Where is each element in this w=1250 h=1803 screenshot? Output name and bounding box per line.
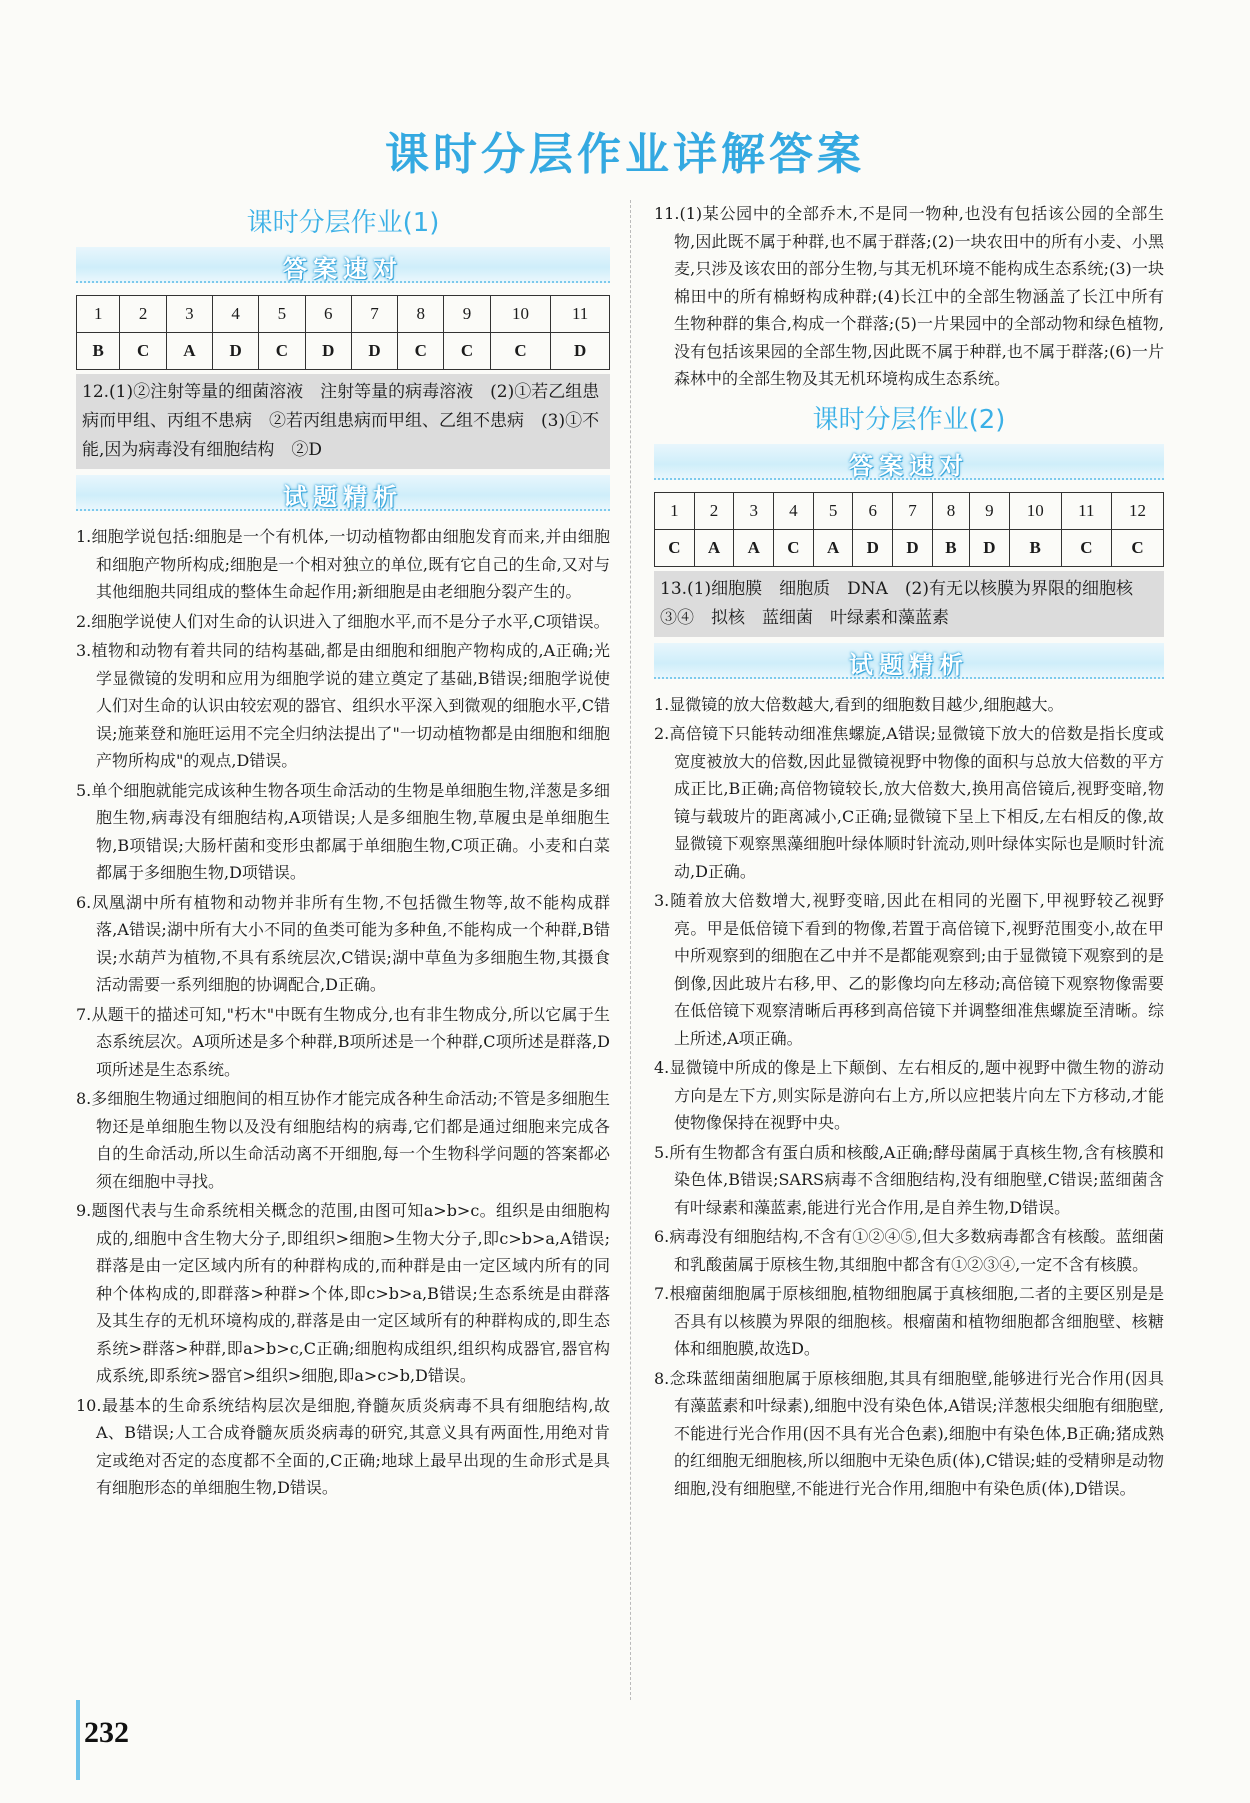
answer-cell: 2 — [120, 296, 166, 333]
answer-cell: 11 — [551, 296, 610, 333]
answer-cell: B — [1009, 529, 1061, 566]
section2-answer-table — [654, 492, 1164, 567]
answer-cell: D — [305, 333, 351, 370]
answer-cell: 2 — [694, 492, 734, 529]
answer-cell: A — [734, 529, 774, 566]
answer-cell: C — [120, 333, 166, 370]
answer-cell: C — [490, 333, 551, 370]
explanation-item: 2.细胞学说使人们对生命的认识进入了细胞水平,而不是分子水平,C项错误。 — [76, 611, 610, 631]
answer-cell: B — [932, 529, 969, 566]
answer-cell: 4 — [213, 296, 259, 333]
page-number-bar — [76, 1700, 80, 1780]
answer-cell: 10 — [1009, 492, 1061, 529]
section2-explanations — [654, 691, 1164, 1503]
answer-cell: 9 — [970, 492, 1010, 529]
explanation-item: 2.高倍镜下只能转动细准焦螺旋,A错误;显微镜下放大的倍数是指长度或宽度被放大的倍数,因此显微镜视野中物像的面积与总放大倍数的平方成正比,B正确;高倍物镜较长,放大倍数大,换用高倍镜后,视野变暗,物镜与载玻片的距离减小,C正确;显微镜下呈上下相反,左右相反的像,故显微镜下观察黑藻细胞叶绿体顺时针流动,则叶绿体实际也是顺时针流动,D正确。 — [654, 724, 1164, 881]
answer-cell: 1 — [77, 296, 120, 333]
answer-cell: 6 — [305, 296, 351, 333]
answer-cell: D — [893, 529, 933, 566]
section1-explanations — [76, 523, 610, 1502]
answer-cell: 5 — [813, 492, 853, 529]
answer-cell: 11 — [1061, 492, 1111, 529]
answer-letter-row — [655, 529, 1164, 566]
answer-cell: C — [1061, 529, 1111, 566]
explanation-item: 10.最基本的生命系统结构层次是细胞,脊髓灰质炎病毒不具有细胞结构,故A、B错误;人工合成脊髓灰质炎病毒的研究,其意义具有两面性,用绝对肯定或绝对否定的态度都不全面的,C正确;地球上最早出现的生命形式是具有细胞形态的单细胞生物,D错误。 — [76, 1395, 610, 1497]
explanation-item: 8.念珠蓝细菌细胞属于原核细胞,其具有细胞壁,能够进行光合作用(因具有藻蓝素和叶绿素),细胞中没有染色体,A错误;洋葱根尖细胞有细胞壁,不能进行光合作用(因不具有光合色素),细胞中有染色体,B正确;猪成熟的红细胞无细胞核,所以细胞中无染色质(体),C错误;蛙的受精卵是动物细胞,没有细胞壁,不能进行光合作用,细胞中有染色质(体),D错误。 — [654, 1368, 1164, 1498]
answer-letter-row — [77, 333, 610, 370]
answer-cell: D — [853, 529, 893, 566]
explanation-item: 7.根瘤菌细胞属于原核细胞,植物细胞属于真核细胞,二者的主要区别是是否具有以核膜为界限的细胞核。根瘤菌和植物细胞都含细胞壁、核糖体和细胞膜,故选D。 — [654, 1284, 1164, 1358]
section1-title: 课时分层作业(1) — [246, 208, 440, 238]
answer-cell: B — [77, 333, 120, 370]
page-title: 课时分层作业详解答案 — [385, 129, 865, 180]
answer-cell: C — [1112, 529, 1164, 566]
answer-cell: A — [694, 529, 734, 566]
answer-cell: D — [551, 333, 610, 370]
section1-answer-banner-label: 答案速对 — [283, 255, 403, 283]
answer-cell: A — [166, 333, 212, 370]
explanation-item: 1.细胞学说包括:细胞是一个有机体,一切动植物都由细胞发育而来,并由细胞和细胞产物所构成;细胞是一个相对独立的单位,既有它自己的生命,又对与其他细胞共同组成的整体生命起作用;新细胞是由老细胞分裂产生的。 — [76, 527, 610, 601]
column-divider — [630, 200, 631, 1700]
answer-cell: C — [655, 529, 695, 566]
section1-q11-explanation — [654, 200, 1164, 393]
answer-cell: 12 — [1112, 492, 1164, 529]
section2-analysis-banner-label: 试题精析 — [849, 650, 969, 679]
explanation-item: 7.从题干的描述可知,"朽木"中既有生物成分,也有非生物成分,所以它属于生态系统层次。A项所述是多个种群,B项所述是一个种群,C项所述是群落,D项所述是生态系统。 — [76, 1004, 610, 1079]
answer-cell: C — [259, 333, 305, 370]
section1-q12-answer: 12.(1)②注射等量的细菌溶液 注射等量的病毒溶液 (2)①若乙组患病而甲组、丙组不患病 ②若丙组患病而甲组、乙组不患病 (3)①不能,因为病毒没有细胞结构 ②D — [76, 374, 610, 469]
answer-cell: 8 — [398, 296, 444, 333]
explanation-item: 5.所有生物都含有蛋白质和核酸,A正确;酵母菌属于真核生物,含有核膜和染色体,B错误;SARS病毒不含细胞结构,没有细胞壁,C错误;蓝细菌含有叶绿素和藻蓝素,能进行光合作用,是自养生物,D错误。 — [654, 1142, 1164, 1217]
section2-analysis-banner — [654, 643, 1164, 679]
explanation-item: 11.(1)某公园中的全部乔木,不是同一物种,也没有包括该公园的全部生物,因此既不属于种群,也不属于群落;(2)一块农田中的所有小麦、小黑麦,只涉及该农田的部分生物,与其无机环境不能构成生态系统;(3)一块棉田中的所有棉蚜构成种群;(4)长江中的全部生物涵盖了长江中所有生物种群的集合,构成一个群落;(5)一片果园中的全部动物和绿色植物,没有包括该果园的全部生物,因此既不属于种群,也不属于群落;(6)一片森林中的全部生物及其无机环境构成生态系统。 — [654, 204, 1164, 388]
answer-cell: C — [774, 529, 814, 566]
answer-cell: D — [970, 529, 1010, 566]
answer-cell: 5 — [259, 296, 305, 333]
explanation-item: 1.显微镜的放大倍数越大,看到的细胞数目越少,细胞越大。 — [654, 694, 1064, 714]
section2-title: 课时分层作业(2) — [812, 404, 1006, 435]
explanation-item: 3.植物和动物有着共同的结构基础,都是由细胞和细胞产物构成的,A正确;光学显微镜的发明和应用为细胞学说的建立奠定了基础,B错误;细胞学说使人们对生命的认识由较宏观的器官、组织水平深入到微观的细胞水平,C错误;施莱登和施旺运用不完全归纳法提出了"一切动植物都是由细胞和细胞产物所构成"的观点,D错误。 — [76, 641, 610, 770]
answer-cell: 8 — [932, 492, 969, 529]
left-column — [76, 200, 610, 1504]
explanation-item: 3.随着放大倍数增大,视野变暗,因此在相同的光圈下,甲视野较乙视野亮。甲是低倍镜下看到的物像,若置于高倍镜下,视野范围变小,故在甲中所观察到的细胞在乙中并不是都能观察到;由于显微镜下观察到的是倒像,因此玻片右移,甲、乙的影像均向左移动;高倍镜下观察物像需要在低倍镜下观察清晰后再移到高倍镜下并调整细准焦螺旋至清晰。综上所述,A项正确。 — [654, 891, 1164, 1048]
section1-answer-banner — [76, 247, 610, 283]
answer-cell: 3 — [734, 492, 774, 529]
answer-cell: 6 — [853, 492, 893, 529]
answer-cell: 9 — [444, 296, 490, 333]
section1-analysis-banner — [76, 475, 610, 511]
answer-cell: D — [351, 333, 397, 370]
explanation-item: 8.多细胞生物通过细胞间的相互协作才能完成各种生命活动;不管是多细胞生物还是单细胞生物以及没有细胞结构的病毒,它们都是通过细胞来完成各自的生命活动,所以生命活动离不开细胞,每一个生物科学问题的答案都必须在细胞中寻找。 — [76, 1089, 610, 1191]
explanation-item: 6.凤凰湖中所有植物和动物并非所有生物,不包括微生物等,故不能构成群落,A错误;湖中所有大小不同的鱼类可能为多种鱼,不能构成一个种群,B错误;水葫芦为植物,不具有系统层次,C错误;湖中草鱼为多细胞生物,其摄食活动需要一系列细胞的协调配合,D正确。 — [76, 892, 610, 994]
explanation-item: 9.题图代表与生命系统相关概念的范围,由图可知a>b>c。组织是由细胞构成的,细胞中含生物大分子,即组织>细胞>生物大分子,即c>b>a,A错误;群落是由一定区域内所有的种群构成的,而种群是由一定区域内所有的同种个体构成的,即群落>种群>个体,即c>b>a,B错误;生态系统是由群落及其生存的无机环境构成的,群落是由一定区域所有的种群构成的,即生态系统>群落>种群,即a>b>c,C正确;细胞构成组织,组织构成器官,器官构成系统,即系统>器官>组织>细胞,即a>c>b,D错误。 — [76, 1201, 610, 1385]
answer-cell: 10 — [490, 296, 551, 333]
explanation-item: 5.单个细胞就能完成该种生物各项生命活动的生物是单细胞生物,洋葱是多细胞生物,病毒没有细胞结构,A项错误;人是多细胞生物,草履虫是单细胞生物,B项错误;大肠杆菌和变形虫都属于单细胞生物,C项正确。小麦和白菜都属于多细胞生物,D项错误。 — [76, 780, 610, 882]
section2-answer-banner — [654, 444, 1164, 480]
page-number: 232 — [84, 1716, 129, 1749]
section2-q13-answer: 13.(1)细胞膜 细胞质 DNA (2)有无以核膜为界限的细胞核 ③④ 拟核 蓝细菌 叶绿素和藻蓝素 — [654, 571, 1164, 637]
answer-cell: C — [444, 333, 490, 370]
explanation-item: 6.病毒没有细胞结构,不含有①②④⑤,但大多数病毒都含有核酸。蓝细菌和乳酸菌属于原核生物,其细胞中都含有①②③④,一定不含有核膜。 — [654, 1227, 1164, 1274]
section2-answer-banner-label: 答案速对 — [849, 451, 969, 480]
answer-cell: 7 — [351, 296, 397, 333]
answer-cell: A — [813, 529, 853, 566]
section1-analysis-banner-label: 试题精析 — [283, 483, 403, 511]
answer-cell: D — [213, 333, 259, 370]
answer-cell: C — [398, 333, 444, 370]
section1-answer-table — [76, 295, 610, 370]
answer-cell: 3 — [166, 296, 212, 333]
answer-number-row — [655, 492, 1164, 529]
right-column — [654, 200, 1164, 1504]
explanation-item: 4.显微镜中所成的像是上下颠倒、左右相反的,题中视野中微生物的游动方向是左下方,则实际是游向右上方,所以应把装片向左下方移动,才能使物像保持在视野中央。 — [654, 1058, 1164, 1132]
answer-cell: 7 — [893, 492, 933, 529]
answer-cell: 4 — [774, 492, 814, 529]
answer-number-row — [77, 296, 610, 333]
answer-cell: 1 — [655, 492, 695, 529]
